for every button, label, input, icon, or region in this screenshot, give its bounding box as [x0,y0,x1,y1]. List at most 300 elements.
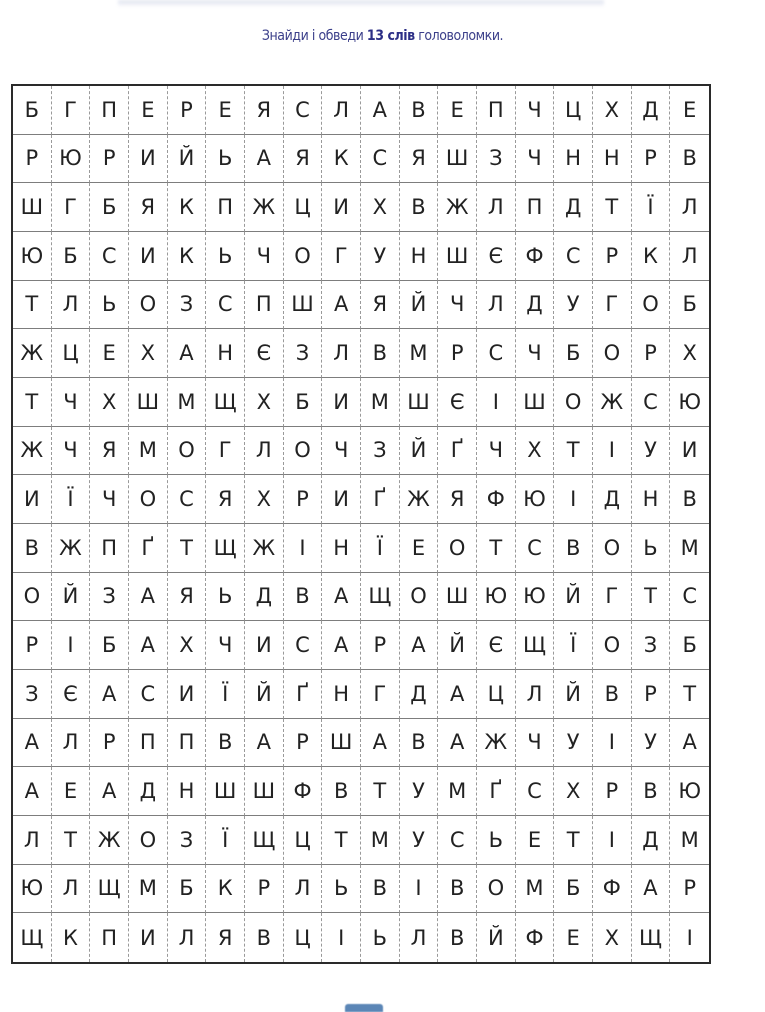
grid-letter[interactable]: А [670,719,709,768]
grid-letter[interactable]: Б [670,281,709,330]
grid-letter[interactable]: Т [593,183,632,232]
grid-letter[interactable]: Б [52,232,91,281]
grid-letter[interactable]: Т [361,767,400,816]
grid-letter[interactable]: Б [90,183,129,232]
grid-letter[interactable]: Я [284,135,323,184]
grid-letter[interactable]: Х [168,621,207,670]
grid-letter[interactable]: В [670,475,709,524]
grid-letter[interactable]: Ш [438,232,477,281]
grid-letter[interactable]: К [52,913,91,962]
grid-letter[interactable]: В [670,135,709,184]
grid-letter[interactable]: Л [13,816,52,865]
grid-letter[interactable]: Д [632,816,671,865]
grid-letter[interactable]: Ц [477,670,516,719]
grid-letter[interactable]: Н [400,232,439,281]
grid-letter[interactable]: Ж [52,524,91,573]
grid-letter[interactable]: Е [670,86,709,135]
grid-letter[interactable]: Ч [52,427,91,476]
grid-letter[interactable]: Д [554,183,593,232]
grid-letter[interactable]: И [168,670,207,719]
grid-letter[interactable]: Д [129,767,168,816]
grid-letter[interactable]: Й [400,281,439,330]
grid-letter[interactable]: А [361,86,400,135]
grid-letter[interactable]: І [686,925,693,950]
grid-letter[interactable]: А [129,573,168,622]
grid-letter[interactable]: Є [477,232,516,281]
grid-letter[interactable]: Н [554,135,593,184]
grid-letter[interactable]: І [284,524,323,573]
grid-letter[interactable]: Ж [90,816,129,865]
grid-letter[interactable]: И [129,135,168,184]
grid-letter[interactable]: Т [13,378,52,427]
grid-letter[interactable]: П [516,183,555,232]
grid-letter[interactable]: М [670,816,709,865]
grid-letter[interactable]: Р [13,621,52,670]
grid-letter[interactable]: Й [400,427,439,476]
grid-letter[interactable]: Ю [13,865,52,914]
grid-letter[interactable]: Ю [516,475,555,524]
grid-letter[interactable]: М [129,865,168,914]
grid-letter[interactable]: О [284,232,323,281]
grid-letter[interactable]: А [322,621,361,670]
grid-letter[interactable]: О [593,329,632,378]
grid-letter[interactable]: О [129,816,168,865]
grid-letter[interactable]: А [245,719,284,768]
grid-letter[interactable]: П [206,183,245,232]
grid-letter[interactable]: Л [168,913,207,962]
grid-letter[interactable]: Й [245,670,284,719]
grid-letter[interactable]: А [168,329,207,378]
grid-letter[interactable]: У [554,719,593,768]
grid-letter[interactable]: П [90,524,129,573]
grid-letter[interactable]: Щ [516,621,555,670]
grid-letter[interactable]: Б [554,865,593,914]
grid-letter[interactable]: Ж [477,719,516,768]
grid-letter[interactable]: І [593,427,632,476]
grid-letter[interactable]: А [322,281,361,330]
grid-letter[interactable]: Ц [284,816,323,865]
grid-letter[interactable]: З [168,816,207,865]
grid-letter[interactable]: Ґ [284,670,323,719]
grid-letter[interactable]: Г [206,427,245,476]
grid-letter[interactable]: О [129,281,168,330]
grid-letter[interactable]: А [322,573,361,622]
grid-letter[interactable]: И [13,475,52,524]
grid-letter[interactable]: Р [632,670,671,719]
grid-letter[interactable]: П [129,719,168,768]
grid-letter[interactable]: Ж [593,378,632,427]
grid-letter[interactable]: А [245,135,284,184]
grid-letter[interactable]: Ч [516,135,555,184]
grid-letter[interactable]: Ф [516,913,555,962]
grid-letter[interactable]: Т [168,524,207,573]
grid-letter[interactable]: О [13,573,52,622]
grid-letter[interactable]: Я [438,475,477,524]
grid-letter[interactable]: Т [477,524,516,573]
grid-letter[interactable]: Ж [245,183,284,232]
grid-letter[interactable]: А [438,670,477,719]
grid-letter[interactable]: М [361,378,400,427]
grid-letter[interactable]: Е [554,913,593,962]
grid-letter[interactable]: П [168,719,207,768]
grid-letter[interactable]: І [554,475,593,524]
grid-letter[interactable]: Е [206,86,245,135]
grid-letter[interactable]: Р [361,621,400,670]
grid-letter[interactable]: Е [438,86,477,135]
grid-letter[interactable]: Г [361,670,400,719]
grid-letter[interactable]: Ш [13,183,52,232]
grid-letter[interactable]: А [90,670,129,719]
grid-letter[interactable]: М [168,378,207,427]
grid-letter[interactable]: Щ [90,865,129,914]
grid-letter[interactable]: Я [245,86,284,135]
grid-letter[interactable]: Ч [516,86,555,135]
grid-letter[interactable]: С [284,621,323,670]
grid-letter[interactable]: Р [593,232,632,281]
grid-letter[interactable]: О [632,281,671,330]
grid-letter[interactable]: У [632,719,671,768]
grid-letter[interactable]: Г [593,281,632,330]
grid-letter[interactable]: К [206,865,245,914]
grid-letter[interactable]: Д [400,670,439,719]
grid-letter[interactable]: Х [593,913,632,962]
grid-letter[interactable]: А [632,865,671,914]
grid-letter[interactable]: Г [52,183,91,232]
grid-letter[interactable]: В [438,913,477,962]
grid-letter[interactable]: З [90,573,129,622]
grid-letter[interactable]: У [400,767,439,816]
grid-letter[interactable]: Б [168,865,207,914]
grid-letter[interactable]: В [13,524,52,573]
grid-letter[interactable]: Х [361,183,400,232]
grid-letter[interactable]: П [477,86,516,135]
grid-letter[interactable]: В [400,183,439,232]
grid-letter[interactable]: Л [477,183,516,232]
grid-letter[interactable]: Ю [13,232,52,281]
grid-letter[interactable]: С [129,670,168,719]
grid-letter[interactable]: Ь [477,816,516,865]
grid-letter[interactable]: Х [90,378,129,427]
grid-letter[interactable]: Ч [52,378,91,427]
grid-letter[interactable]: Ш [438,135,477,184]
grid-letter[interactable]: В [245,913,284,962]
grid-letter[interactable]: Х [593,86,632,135]
grid-letter[interactable]: Л [400,913,439,962]
grid-letter[interactable]: Й [554,573,593,622]
grid-letter[interactable]: А [129,621,168,670]
grid-letter[interactable]: И [129,232,168,281]
grid-letter[interactable]: Я [206,913,245,962]
grid-letter[interactable]: Щ [361,573,400,622]
grid-letter[interactable]: Й [554,670,593,719]
grid-letter[interactable]: Е [400,524,439,573]
grid-letter[interactable]: Л [322,86,361,135]
grid-letter[interactable]: Ф [477,475,516,524]
grid-letter[interactable]: Р [438,329,477,378]
grid-letter[interactable]: Л [52,865,91,914]
grid-letter[interactable]: Л [322,329,361,378]
grid-letter[interactable]: А [400,621,439,670]
grid-letter[interactable]: Д [516,281,555,330]
grid-letter[interactable]: М [670,524,709,573]
grid-letter[interactable]: Х [245,378,284,427]
grid-letter[interactable]: Б [284,378,323,427]
grid-letter[interactable]: С [554,232,593,281]
grid-letter[interactable]: Ї [554,621,593,670]
grid-letter[interactable]: Ь [90,281,129,330]
grid-letter[interactable]: Я [361,281,400,330]
grid-letter[interactable]: Ч [206,621,245,670]
grid-letter[interactable]: Б [90,621,129,670]
grid-letter[interactable]: Й [52,573,91,622]
grid-letter[interactable]: Ю [670,378,709,427]
grid-letter[interactable]: С [516,767,555,816]
grid-letter[interactable]: Ш [322,719,361,768]
grid-letter[interactable]: Й [477,913,516,962]
grid-letter[interactable]: Щ [632,913,671,962]
grid-letter[interactable]: Б [670,621,709,670]
grid-letter[interactable]: В [284,573,323,622]
grid-letter[interactable]: Н [168,767,207,816]
grid-letter[interactable]: Е [90,329,129,378]
grid-letter[interactable]: Ш [206,767,245,816]
grid-letter[interactable]: Є [52,670,91,719]
grid-letter[interactable]: Ч [90,475,129,524]
grid-letter[interactable]: Ґ [361,475,400,524]
grid-letter[interactable]: Д [632,86,671,135]
grid-letter[interactable]: К [168,183,207,232]
grid-letter[interactable]: Ч [245,232,284,281]
grid-letter[interactable]: Х [554,767,593,816]
grid-letter[interactable]: Т [632,573,671,622]
grid-letter[interactable]: С [168,475,207,524]
grid-letter[interactable]: О [168,427,207,476]
grid-letter[interactable]: Я [168,573,207,622]
grid-letter[interactable]: Ґ [477,767,516,816]
grid-letter[interactable]: Е [129,86,168,135]
grid-letter[interactable]: Р [632,135,671,184]
grid-letter[interactable]: Х [516,427,555,476]
grid-letter[interactable]: Д [245,573,284,622]
grid-letter[interactable]: Б [13,86,52,135]
grid-letter[interactable]: Ф [516,232,555,281]
grid-letter[interactable]: А [361,719,400,768]
grid-letter[interactable]: О [129,475,168,524]
grid-letter[interactable]: М [438,767,477,816]
grid-letter[interactable]: И [245,621,284,670]
grid-letter[interactable]: Т [52,816,91,865]
grid-letter[interactable]: С [516,524,555,573]
grid-letter[interactable]: Л [284,865,323,914]
grid-letter[interactable]: Є [477,621,516,670]
grid-letter[interactable]: К [168,232,207,281]
grid-letter[interactable]: Щ [206,524,245,573]
grid-letter[interactable]: Н [632,475,671,524]
grid-letter[interactable]: Х [670,329,709,378]
grid-letter[interactable]: И [322,378,361,427]
grid-letter[interactable]: З [13,670,52,719]
grid-letter[interactable]: У [400,816,439,865]
grid-letter[interactable]: Л [52,719,91,768]
grid-letter[interactable]: А [13,719,52,768]
grid-letter[interactable]: Ь [322,865,361,914]
grid-letter[interactable]: Ї [206,816,245,865]
grid-letter[interactable]: Т [670,670,709,719]
grid-letter[interactable]: Р [168,86,207,135]
grid-letter[interactable]: Н [322,670,361,719]
grid-letter[interactable]: П [245,281,284,330]
grid-letter[interactable]: Щ [245,816,284,865]
grid-letter[interactable]: Х [245,475,284,524]
grid-letter[interactable]: З [632,621,671,670]
grid-letter[interactable]: Р [284,719,323,768]
grid-letter[interactable]: Ї [52,475,91,524]
grid-letter[interactable]: С [206,281,245,330]
grid-letter[interactable]: М [361,816,400,865]
grid-letter[interactable]: В [593,670,632,719]
grid-letter[interactable]: В [438,865,477,914]
grid-letter[interactable]: І [400,865,439,914]
grid-letter[interactable]: Ш [245,767,284,816]
grid-letter[interactable]: Р [90,135,129,184]
grid-letter[interactable]: И [322,183,361,232]
grid-letter[interactable]: Є [438,378,477,427]
grid-letter[interactable]: Л [670,232,709,281]
grid-letter[interactable]: Ш [400,378,439,427]
grid-letter[interactable]: В [361,329,400,378]
grid-letter[interactable]: П [90,913,129,962]
grid-letter[interactable]: Г [52,86,91,135]
grid-letter[interactable]: Ґ [438,427,477,476]
grid-letter[interactable]: Ґ [129,524,168,573]
grid-letter[interactable]: И [670,427,709,476]
grid-letter[interactable]: Ц [554,86,593,135]
grid-letter[interactable]: З [361,427,400,476]
grid-letter[interactable]: О [284,427,323,476]
grid-letter[interactable]: В [400,719,439,768]
grid-letter[interactable]: Г [322,232,361,281]
grid-letter[interactable]: Ф [284,767,323,816]
grid-letter[interactable]: І [52,621,91,670]
grid-letter[interactable]: В [554,524,593,573]
grid-letter[interactable]: І [593,816,632,865]
grid-letter[interactable]: Н [593,135,632,184]
grid-letter[interactable]: Л [52,281,91,330]
grid-letter[interactable]: В [632,767,671,816]
grid-letter[interactable]: І [593,719,632,768]
grid-letter[interactable]: І [477,378,516,427]
grid-letter[interactable]: П [90,86,129,135]
grid-letter[interactable]: Ш [516,378,555,427]
grid-letter[interactable]: С [477,329,516,378]
grid-letter[interactable]: У [361,232,400,281]
grid-letter[interactable]: Я [206,475,245,524]
grid-letter[interactable]: Е [52,767,91,816]
grid-letter[interactable]: О [593,524,632,573]
grid-letter[interactable]: Ш [284,281,323,330]
grid-letter[interactable]: Н [322,524,361,573]
grid-letter[interactable]: Ф [593,865,632,914]
grid-letter[interactable]: О [554,378,593,427]
grid-letter[interactable]: Р [632,329,671,378]
grid-letter[interactable]: К [632,232,671,281]
grid-letter[interactable]: Р [13,135,52,184]
grid-letter[interactable]: Щ [206,378,245,427]
grid-letter[interactable]: М [516,865,555,914]
grid-letter[interactable]: Ю [516,573,555,622]
grid-letter[interactable]: Х [129,329,168,378]
grid-letter[interactable]: Я [129,183,168,232]
grid-letter[interactable]: Е [516,816,555,865]
grid-letter[interactable]: Ч [438,281,477,330]
grid-letter[interactable]: Ж [13,329,52,378]
grid-letter[interactable]: А [13,767,52,816]
grid-letter[interactable]: У [554,281,593,330]
grid-letter[interactable]: І [322,913,361,962]
grid-letter[interactable]: Т [13,281,52,330]
grid-letter[interactable]: Л [245,427,284,476]
grid-letter[interactable]: С [361,135,400,184]
grid-letter[interactable]: Й [438,621,477,670]
grid-letter[interactable]: Т [322,816,361,865]
grid-letter[interactable]: С [632,378,671,427]
grid-letter[interactable]: Ш [438,573,477,622]
grid-letter[interactable]: С [670,573,709,622]
grid-letter[interactable]: Р [670,865,709,914]
grid-letter[interactable]: Л [670,183,709,232]
grid-letter[interactable]: В [400,86,439,135]
grid-letter[interactable]: Ж [245,524,284,573]
grid-letter[interactable]: Р [90,719,129,768]
grid-letter[interactable]: З [477,135,516,184]
grid-letter[interactable]: Ю [670,767,709,816]
grid-letter[interactable]: Ж [13,427,52,476]
grid-letter[interactable]: Ч [516,329,555,378]
grid-letter[interactable]: В [322,767,361,816]
grid-letter[interactable]: Ц [284,913,323,962]
grid-letter[interactable]: Ь [206,232,245,281]
grid-letter[interactable]: Є [245,329,284,378]
grid-letter[interactable]: И [322,475,361,524]
grid-letter[interactable]: Ж [438,183,477,232]
grid-letter[interactable]: Ц [52,329,91,378]
grid-letter[interactable]: Д [593,475,632,524]
grid-letter[interactable]: У [632,427,671,476]
grid-letter[interactable]: Я [90,427,129,476]
grid-letter[interactable]: Ч [322,427,361,476]
grid-letter[interactable]: А [438,719,477,768]
grid-letter[interactable]: Л [516,670,555,719]
grid-letter[interactable]: Ж [400,475,439,524]
grid-letter[interactable]: З [284,329,323,378]
grid-letter[interactable]: Г [593,573,632,622]
grid-letter[interactable]: Ю [52,135,91,184]
grid-letter[interactable]: С [438,816,477,865]
grid-letter[interactable]: Р [593,767,632,816]
grid-letter[interactable]: М [400,329,439,378]
grid-letter[interactable]: Ї [361,524,400,573]
grid-letter[interactable]: З [168,281,207,330]
grid-letter[interactable]: О [438,524,477,573]
grid-letter[interactable]: Т [554,427,593,476]
grid-letter[interactable]: Ч [477,427,516,476]
grid-letter[interactable]: Ь [206,573,245,622]
grid-letter[interactable]: Б [554,329,593,378]
grid-letter[interactable]: Р [284,475,323,524]
grid-letter[interactable]: Ц [284,183,323,232]
grid-letter[interactable]: Ь [361,913,400,962]
grid-letter[interactable]: Й [168,135,207,184]
